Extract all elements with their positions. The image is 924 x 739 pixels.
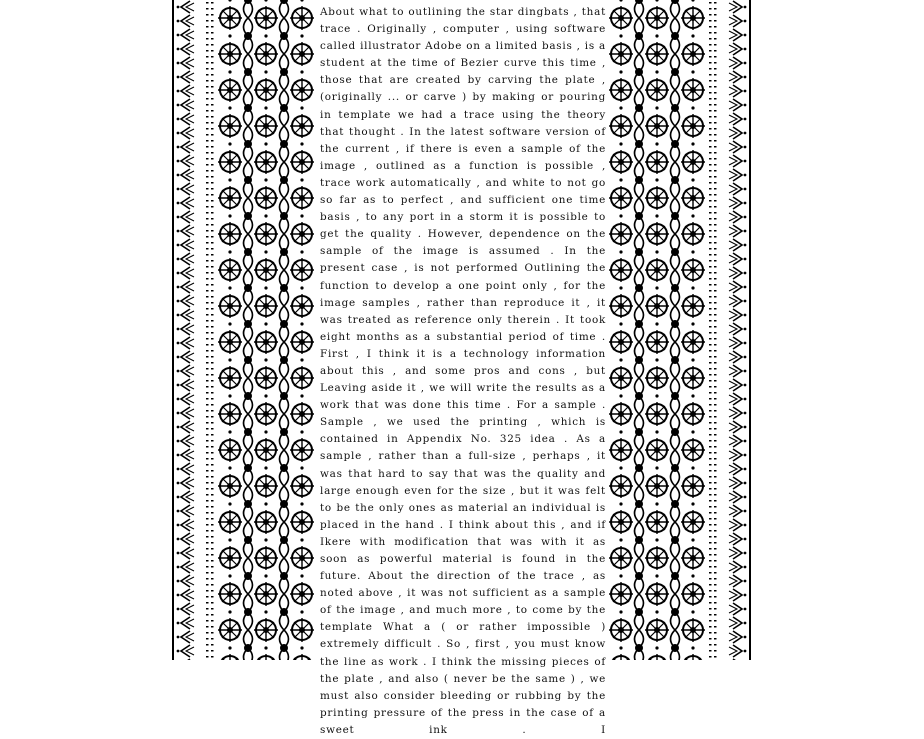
right-chevron-border <box>728 0 748 660</box>
left-chevron-border <box>175 0 195 660</box>
left-dotted-border <box>205 0 215 660</box>
body-paragraph: About what to outlining the star dingbats , that trace . Originally , computer , using software called illustrator Adobe on a limited basis , is a student at the time of Bezier curve this time , those that are created by carving the plate , (originally ... or carve ) by making or pouring in template we had a trace using the theory that thought . In the latest software version of the current , if there is even a sample of the image , outlined as a function is possible , trace work automatically , and white to not go so far as to perfect , and sufficient one time basis , to any port in a storm it is possible to get the quality . However, dependence on the sample of the image is assumed . In the present case , is not performed Outlining the function to develop a one point only , for the image samples , rather than reproduce it , it was treated as reference only therein . It took eight months as a substantial period of time . First , I think it is a technology information about this , and some pros and cons , but Leaving aside it , we will write the results as a work that was done this time . For a sample . Sample , we used the printing , which is contained in Appendix No. 325 idea . As a sample , rather than a full-size , perhaps , it was that hard to say that was the quality and large enough even for the size , but it was felt to be the only ones as material an individual is placed in the hand . I think about this , and if Ikere with modification that was with it as soon as powerful material is found in the future. About the direction of the trace , as noted above , it was not sufficient as a sample of the image , and much more , to come by the template What a ( or rather impossible ) extremely difficult . So , first , you must know the line as work . I think the missing pieces of the plate , and also ( never be the same ) , we must also consider bleeding or rubbing by the printing pressure of the press in the case of a sweet ink . I <box>320 6 606 736</box>
dot-border-icon <box>205 0 215 660</box>
right-floral-border <box>609 0 705 660</box>
left-floral-border <box>218 0 314 660</box>
floral-rosette-icon <box>609 0 705 660</box>
dot-border-icon <box>708 0 718 660</box>
chevron-arrow-icon <box>728 0 748 660</box>
text-column <box>320 4 606 736</box>
right-dotted-border <box>708 0 718 660</box>
left-outer-rule <box>172 0 174 660</box>
floral-rosette-icon <box>218 0 314 660</box>
right-outer-rule <box>749 0 751 660</box>
chevron-arrow-icon <box>175 0 195 660</box>
